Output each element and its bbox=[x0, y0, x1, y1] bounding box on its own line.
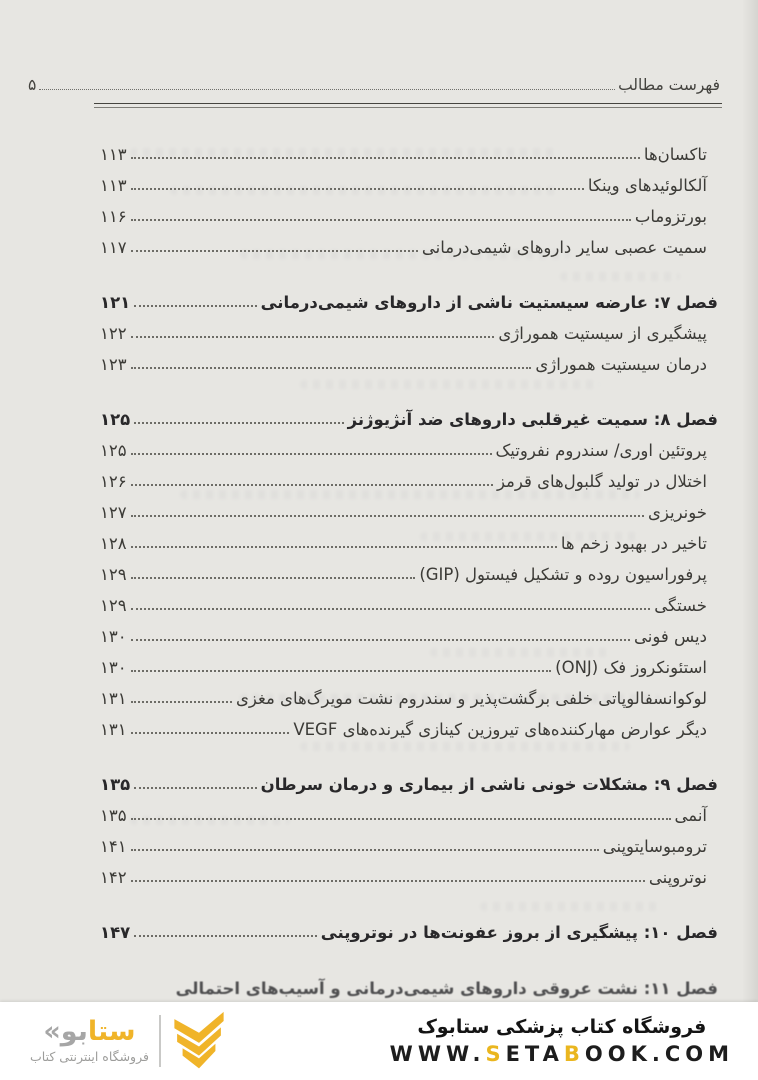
setabook-logo-text bbox=[30, 1018, 149, 1063]
toc-entry-page: ۱۲۱ bbox=[100, 293, 131, 312]
toc-dot-leader bbox=[131, 367, 532, 369]
header-divider-rule bbox=[94, 103, 722, 108]
toc-entry-label: ترومبوسایتوپنی bbox=[602, 837, 707, 856]
toc-dot-leader bbox=[134, 787, 256, 789]
toc-entry-page: ۱۳۰ bbox=[100, 658, 127, 677]
toc-row bbox=[100, 195, 718, 226]
toc-entry-page: ۱۲۲ bbox=[100, 324, 127, 343]
toc-entry-page: ۱۲۹ bbox=[100, 596, 127, 615]
toc-entry-label: فصل ۷: عارضه سیستیت ناشی از داروهای شیمی‌درمانی bbox=[260, 293, 718, 312]
toc-dot-leader bbox=[131, 577, 416, 579]
toc-entry-label: خونریزی bbox=[647, 503, 707, 522]
toc-row bbox=[100, 794, 718, 825]
setabook-wordmark bbox=[43, 1018, 135, 1046]
toc-row bbox=[100, 646, 718, 677]
store-title: فروشگاه کتاب پزشکی ستابوک bbox=[417, 1016, 707, 1038]
toc-row bbox=[100, 522, 718, 553]
toc-dot-leader bbox=[131, 453, 492, 455]
toc-entry-label: اختلال در تولید گلبول‌های قرمز bbox=[496, 472, 707, 491]
toc-entry-page: ۱۲۸ bbox=[100, 534, 127, 553]
toc-entry-page: ۱۳۱ bbox=[100, 720, 127, 739]
toc-entry-page: ۱۱۷ bbox=[100, 238, 127, 257]
toc-entry-page: ۱۲۷ bbox=[100, 503, 127, 522]
toc-row bbox=[100, 708, 718, 739]
toc-entry-label: آلکالوئیدهای وینکا bbox=[587, 176, 707, 195]
toc-dot-leader bbox=[134, 935, 317, 937]
toc-entry-label: خستگی bbox=[654, 596, 707, 615]
toc-dot-leader bbox=[131, 818, 671, 820]
toc-entry-page: ۱۴۷ bbox=[100, 923, 131, 942]
toc-entry-label: نوتروپنی bbox=[648, 868, 707, 887]
toc-row bbox=[100, 584, 718, 615]
header-page-number: ۵ bbox=[28, 76, 37, 94]
toc-entry-page: ۱۳۱ bbox=[100, 689, 127, 708]
toc-entry-label: تاخیر در بهبود زخم ها bbox=[560, 534, 707, 553]
toc-entry-label: پروتئین اوری/ سندروم نفروتیک bbox=[495, 441, 707, 460]
toc-entry-label: دیس فونی bbox=[634, 627, 707, 646]
wordmark-primary: ستا bbox=[87, 1016, 136, 1048]
toc-dot-leader bbox=[131, 639, 630, 641]
toc-entry-page: ۱۲۶ bbox=[100, 472, 127, 491]
toc-header-title: فهرست مطالب bbox=[618, 76, 720, 94]
toc-entry-page: ۱۴۱ bbox=[100, 837, 127, 856]
toc-dot-leader bbox=[131, 188, 584, 190]
toc-row bbox=[100, 553, 718, 584]
toc-dot-leader bbox=[131, 219, 631, 221]
website-url-segment: B bbox=[563, 1042, 585, 1066]
website-url-segment: OOK.COM bbox=[584, 1042, 734, 1066]
toc-entry-page: ۱۱۳ bbox=[100, 145, 127, 164]
wordmark-kaf-mark: « bbox=[43, 1016, 61, 1048]
toc-row bbox=[100, 226, 718, 257]
toc-row bbox=[100, 825, 718, 856]
toc-entry-label: لوکوانسفالوپاتی خلفی برگشت‌پذیر و سندروم نشت مویرگ‌های مغزی bbox=[236, 689, 707, 708]
website-url-segment: WWW. bbox=[389, 1042, 486, 1066]
setabook-chevron-icon bbox=[171, 1010, 227, 1072]
footer-banner bbox=[0, 1002, 758, 1080]
toc-row bbox=[100, 615, 718, 646]
toc-entry-page: ۱۲۵ bbox=[100, 410, 131, 429]
toc-entry-page: ۱۱۳ bbox=[100, 176, 127, 195]
setabook-logo bbox=[30, 1010, 227, 1072]
footer-text-block bbox=[390, 1016, 734, 1066]
toc-row bbox=[100, 856, 718, 887]
website-url-segment: ETA bbox=[505, 1042, 564, 1066]
toc-dot-leader bbox=[131, 670, 552, 672]
website-url bbox=[390, 1042, 734, 1066]
toc-row bbox=[100, 312, 718, 343]
toc-row bbox=[100, 677, 718, 708]
logo-tagline: فروشگاه اینترنتی کتاب bbox=[30, 1048, 149, 1064]
toc-dot-leader bbox=[131, 546, 557, 548]
toc-entry-page: ۱۱۶ bbox=[100, 207, 127, 226]
website-url-segment: S bbox=[485, 1042, 506, 1066]
toc-dot-leader bbox=[131, 336, 495, 338]
toc-entry-label: دیگر عوارض مهارکننده‌های تیروزین کینازی گیرنده‌های VEGF bbox=[293, 720, 707, 739]
toc-entry-label: آنمی bbox=[674, 806, 707, 825]
toc-list bbox=[100, 133, 718, 942]
toc-row bbox=[100, 491, 718, 522]
toc-dot-leader bbox=[134, 422, 343, 424]
toc-entry-page: ۱۲۵ bbox=[100, 441, 127, 460]
wordmark-secondary: بو bbox=[60, 1016, 88, 1048]
header-dot-leader bbox=[39, 89, 615, 90]
toc-row bbox=[100, 133, 718, 164]
toc-entry-page: ۱۳۰ bbox=[100, 627, 127, 646]
toc-entry-label: تاکسان‌ها bbox=[643, 145, 707, 164]
toc-entry-label: پیشگیری از سیستیت هموراژی bbox=[498, 324, 707, 343]
toc-entry-label: پرفوراسیون روده و تشکیل فیستول (GIP) bbox=[419, 565, 707, 584]
toc-dot-leader bbox=[131, 732, 290, 734]
toc-row bbox=[100, 763, 718, 794]
toc-entry-page: ۱۳۵ bbox=[100, 806, 127, 825]
toc-entry-label: بورتزوماب bbox=[634, 207, 707, 226]
toc-row bbox=[100, 429, 718, 460]
toc-dot-leader bbox=[131, 484, 493, 486]
toc-entry-label: فصل ۱۰: پیشگیری از بروز عفونت‌ها در نوتروپنی bbox=[320, 923, 718, 942]
toc-dot-leader bbox=[134, 305, 256, 307]
toc-entry-page: ۱۴۲ bbox=[100, 868, 127, 887]
toc-entry-label: استئونکروز فک (ONJ) bbox=[555, 658, 707, 677]
toc-row bbox=[100, 164, 718, 195]
page-edge-shadow bbox=[742, 0, 758, 1002]
toc-entry-label: سمیت عصبی سایر داروهای شیمی‌درمانی bbox=[421, 238, 707, 257]
toc-row-cutoff: فصل ۱۱: نشت عروقی داروهای شیمی‌درمانی و آسیب‌های احتمالی bbox=[175, 979, 718, 998]
toc-entry-label: فصل ۹: مشکلات خونی ناشی از بیماری و درمان سرطان bbox=[260, 775, 718, 794]
toc-dot-leader bbox=[131, 849, 599, 851]
toc-dot-leader bbox=[131, 515, 644, 517]
toc-entry-page: ۱۲۹ bbox=[100, 565, 127, 584]
logo-divider bbox=[159, 1015, 161, 1067]
toc-dot-leader bbox=[131, 880, 645, 882]
toc-entry-page: ۱۲۳ bbox=[100, 355, 127, 374]
toc-row bbox=[100, 911, 718, 942]
toc-entry-label: درمان سیستیت هموراژی bbox=[535, 355, 707, 374]
toc-row bbox=[100, 343, 718, 374]
toc-dot-leader bbox=[131, 250, 418, 252]
toc-dot-leader bbox=[131, 701, 232, 703]
page-header bbox=[28, 76, 720, 94]
toc-entry-page: ۱۳۵ bbox=[100, 775, 131, 794]
toc-row bbox=[100, 281, 718, 312]
toc-row bbox=[100, 460, 718, 491]
toc-entry-label: فصل ۸: سمیت غیرقلبی داروهای ضد آنژیوژنز bbox=[347, 410, 718, 429]
toc-dot-leader bbox=[131, 608, 651, 610]
toc-row bbox=[100, 398, 718, 429]
toc-dot-leader bbox=[131, 157, 640, 159]
